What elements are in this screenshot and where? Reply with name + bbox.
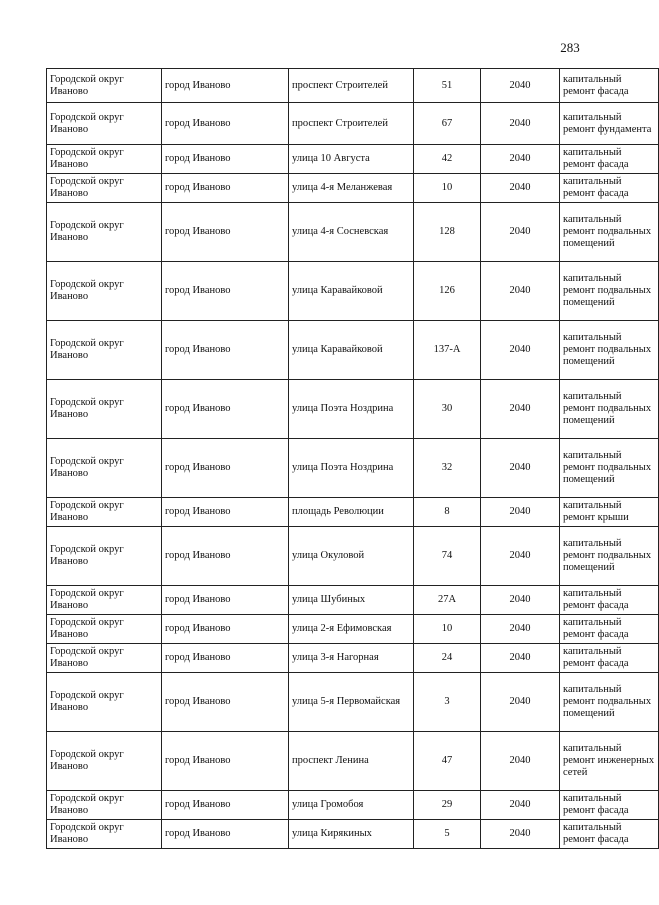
cell-district: Городской округ Иваново (47, 673, 162, 732)
cell-district: Городской округ Иваново (47, 69, 162, 103)
table-row (47, 321, 659, 380)
cell-house: 10 (414, 174, 481, 203)
cell-district: Городской округ Иваново (47, 203, 162, 262)
cell-work-type: капитальный ремонт фасада (560, 791, 659, 820)
cell-street: улица Шубиных (289, 586, 414, 615)
table-row (47, 732, 659, 791)
cell-year: 2040 (481, 498, 560, 527)
table-row (47, 262, 659, 321)
table-row (47, 203, 659, 262)
cell-district: Городской округ Иваново (47, 527, 162, 586)
cell-district: Городской округ Иваново (47, 732, 162, 791)
cell-district: Городской округ Иваново (47, 380, 162, 439)
cell-district: Городской округ Иваново (47, 174, 162, 203)
table-row (47, 439, 659, 498)
table-row (47, 103, 659, 145)
cell-house: 42 (414, 145, 481, 174)
cell-street: улица Каравайковой (289, 262, 414, 321)
cell-year: 2040 (481, 820, 560, 849)
cell-city: город Иваново (162, 103, 289, 145)
cell-city: город Иваново (162, 498, 289, 527)
cell-district: Городской округ Иваново (47, 498, 162, 527)
cell-street: улица 4-я Сосневская (289, 203, 414, 262)
cell-city: город Иваново (162, 586, 289, 615)
cell-district: Городской округ Иваново (47, 103, 162, 145)
page-number: 283 (560, 40, 580, 55)
cell-city: город Иваново (162, 673, 289, 732)
cell-city: город Иваново (162, 791, 289, 820)
cell-city: город Иваново (162, 732, 289, 791)
cell-street: улица Каравайковой (289, 321, 414, 380)
cell-street: улица 2-я Ефимовская (289, 615, 414, 644)
cell-district: Городской округ Иваново (47, 145, 162, 174)
cell-work-type: капитальный ремонт инженерных сетей (560, 732, 659, 791)
cell-street: проспект Строителей (289, 103, 414, 145)
cell-year: 2040 (481, 732, 560, 791)
cell-house: 5 (414, 820, 481, 849)
cell-year: 2040 (481, 321, 560, 380)
cell-street: улица 4-я Меланжевая (289, 174, 414, 203)
table-row (47, 498, 659, 527)
cell-city: город Иваново (162, 145, 289, 174)
cell-street: улица Поэта Ноздрина (289, 380, 414, 439)
cell-street: улица 10 Августа (289, 145, 414, 174)
table-body (47, 69, 659, 849)
table-row (47, 145, 659, 174)
cell-house: 30 (414, 380, 481, 439)
cell-street: улица 5-я Первомайская (289, 673, 414, 732)
cell-work-type: капитальный ремонт фасада (560, 820, 659, 849)
cell-house: 128 (414, 203, 481, 262)
cell-district: Городской округ Иваново (47, 644, 162, 673)
table-row (47, 586, 659, 615)
cell-year: 2040 (481, 103, 560, 145)
cell-work-type: капитальный ремонт подвальных помещений (560, 439, 659, 498)
table-row (47, 791, 659, 820)
cell-street: проспект Строителей (289, 69, 414, 103)
table-row (47, 820, 659, 849)
cell-work-type: капитальный ремонт фасада (560, 586, 659, 615)
cell-work-type: капитальный ремонт подвальных помещений (560, 527, 659, 586)
table-row (47, 527, 659, 586)
cell-house: 24 (414, 644, 481, 673)
cell-work-type: капитальный ремонт фасада (560, 644, 659, 673)
cell-district: Городской округ Иваново (47, 321, 162, 380)
table-row (47, 380, 659, 439)
cell-work-type: капитальный ремонт фасада (560, 69, 659, 103)
cell-year: 2040 (481, 644, 560, 673)
cell-work-type: капитальный ремонт подвальных помещений (560, 203, 659, 262)
cell-street: улица Поэта Ноздрина (289, 439, 414, 498)
cell-house: 126 (414, 262, 481, 321)
cell-district: Городской округ Иваново (47, 586, 162, 615)
cell-work-type: капитальный ремонт подвальных помещений (560, 262, 659, 321)
cell-street: проспект Ленина (289, 732, 414, 791)
cell-house: 47 (414, 732, 481, 791)
cell-work-type: капитальный ремонт фундамента (560, 103, 659, 145)
table-row (47, 615, 659, 644)
cell-house: 51 (414, 69, 481, 103)
cell-year: 2040 (481, 439, 560, 498)
table-row (47, 673, 659, 732)
cell-year: 2040 (481, 380, 560, 439)
cell-year: 2040 (481, 586, 560, 615)
cell-year: 2040 (481, 791, 560, 820)
cell-house: 27А (414, 586, 481, 615)
cell-work-type: капитальный ремонт фасада (560, 615, 659, 644)
cell-work-type: капитальный ремонт подвальных помещений (560, 380, 659, 439)
cell-city: город Иваново (162, 69, 289, 103)
cell-house: 32 (414, 439, 481, 498)
cell-year: 2040 (481, 527, 560, 586)
cell-city: город Иваново (162, 203, 289, 262)
table-row (47, 174, 659, 203)
cell-city: город Иваново (162, 321, 289, 380)
cell-city: город Иваново (162, 262, 289, 321)
cell-district: Городской округ Иваново (47, 615, 162, 644)
cell-year: 2040 (481, 145, 560, 174)
cell-city: город Иваново (162, 644, 289, 673)
cell-house: 8 (414, 498, 481, 527)
cell-city: город Иваново (162, 380, 289, 439)
cell-work-type: капитальный ремонт фасада (560, 145, 659, 174)
cell-year: 2040 (481, 203, 560, 262)
cell-house: 10 (414, 615, 481, 644)
cell-district: Городской округ Иваново (47, 262, 162, 321)
cell-street: улица Окуловой (289, 527, 414, 586)
cell-year: 2040 (481, 262, 560, 321)
cell-city: город Иваново (162, 820, 289, 849)
table-row (47, 644, 659, 673)
cell-work-type: капитальный ремонт фасада (560, 174, 659, 203)
cell-house: 29 (414, 791, 481, 820)
cell-work-type: капитальный ремонт крыши (560, 498, 659, 527)
cell-house: 137-А (414, 321, 481, 380)
cell-year: 2040 (481, 69, 560, 103)
cell-city: город Иваново (162, 174, 289, 203)
cell-district: Городской округ Иваново (47, 439, 162, 498)
cell-street: улица 3-я Нагорная (289, 644, 414, 673)
cell-house: 3 (414, 673, 481, 732)
cell-year: 2040 (481, 174, 560, 203)
cell-house: 67 (414, 103, 481, 145)
cell-year: 2040 (481, 673, 560, 732)
cell-work-type: капитальный ремонт подвальных помещений (560, 673, 659, 732)
cell-district: Городской округ Иваново (47, 820, 162, 849)
cell-street: улица Громобоя (289, 791, 414, 820)
cell-street: площадь Революции (289, 498, 414, 527)
cell-city: город Иваново (162, 615, 289, 644)
table-row (47, 69, 659, 103)
cell-city: город Иваново (162, 439, 289, 498)
cell-street: улица Кирякиных (289, 820, 414, 849)
cell-house: 74 (414, 527, 481, 586)
cell-year: 2040 (481, 615, 560, 644)
cell-district: Городской округ Иваново (47, 791, 162, 820)
repair-schedule-table (46, 68, 659, 849)
cell-city: город Иваново (162, 527, 289, 586)
cell-work-type: капитальный ремонт подвальных помещений (560, 321, 659, 380)
